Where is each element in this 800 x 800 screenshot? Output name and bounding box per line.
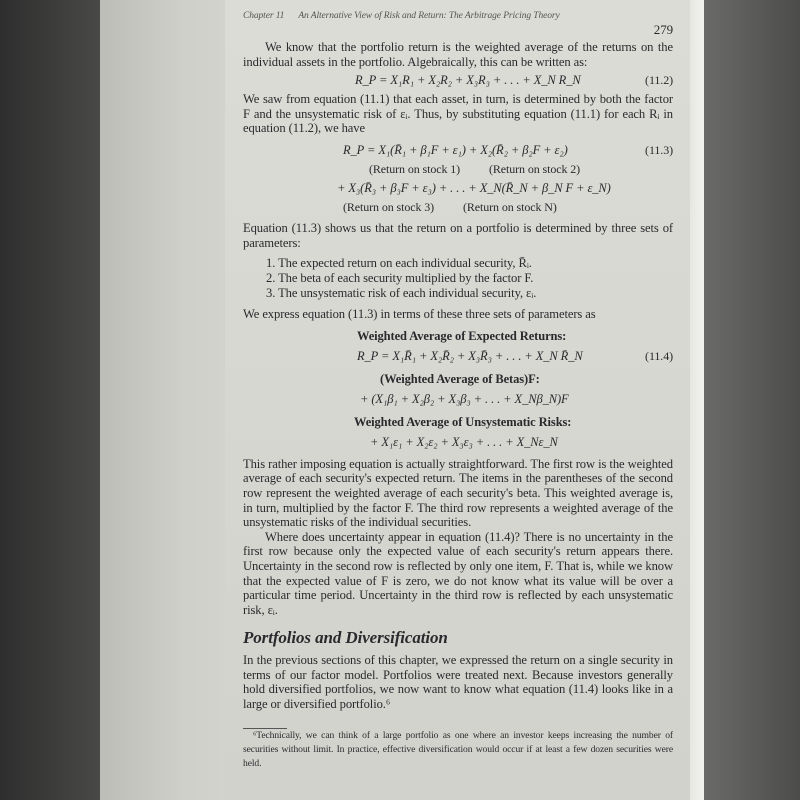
equation-number: (11.4) [645,348,673,363]
page-number: 279 [653,22,673,37]
equation-11-4-row2: + (X₁β₁ + X₂β₂ + X₃β₃ + . . . + X_Nβ_N)F [360,391,569,406]
equation-11-3-line2: + X₃(R̄₃ + β₃F + ε₃) + . . . + X_N(R̄_N + β_N F + ε_N) [337,180,611,195]
list-item: 3. The unsystematic risk of each individual security, εᵢ. [266,286,537,301]
caption: (Return on stock 3) [343,199,435,214]
paragraph: Where does uncertainty appear in equation (11.4)? There is no uncertainty in the first row because only the expected value of each security's return appears there. Uncertainty in the second row is reflected by only one item, F. That is, while we know that the expected value of F is zero, we do not know what its value will be over a particular time period. Uncertainty in the third row is reflected by each unsystematic risk, εᵢ. [243,529,673,617]
paragraph: We express equation (11.3) in terms of these three sets of parameters as [243,307,596,322]
caption: (Return on stock 2) [489,161,581,176]
equation-11-2: R_P = X₁R₁ + X₂R₂ + X₃R₃ + . . . + X_N R_N [355,73,581,88]
chapter-label: Chapter 11 [243,11,285,21]
caption: (Return on stock 1) [369,161,461,176]
equation-11-3-line1: R_P = X₁(R̄₁ + β₁F + ε₁) + X₂(R̄₂ + β₂F + ε₂) [343,142,568,157]
page-edge [690,0,704,800]
chapter-title: An Alternative View of Risk and Return: The Arbitrage Pricing Theory [298,11,560,21]
caption: (Return on stock N) [463,199,557,214]
paragraph: We know that the portfolio return is the weighted average of the returns on the individual assets in the portfolio. Algebraically, this can be written as: [243,40,673,69]
background-left [0,0,105,800]
list-item: 1. The expected return on each individual security, R̄ᵢ. [266,256,532,271]
background-right [704,0,800,800]
equation-11-4-row3-wrap [243,434,673,451]
footnote: ⁶Technically, we can think of a large portfolio as one where an investor keeps increasing the number of securities without limit. In practice, effective diversification would occur if at least a few dozen securities were held. [243,729,673,769]
equation-11-4-row3: + X₁ε₁ + X₂ε₂ + X₃ε₃ + . . . + X_Nε_N [370,434,558,449]
equation-11-3-row1 [243,142,673,159]
equation-11-2-row [243,72,673,89]
equation-11-4-row2-wrap [243,391,673,408]
parameter-list [266,256,673,301]
running-header [243,10,673,22]
paragraph: Equation (11.3) shows us that the return on a portfolio is determined by three sets of parameters: [243,220,673,250]
paragraph: We saw from equation (11.1) that each asset, in turn, is determined by both the factor F and the unsystematic risk of εᵢ. Thus, by substituting equation (11.1) for each Rᵢ in equation (11.2), we have [243,92,673,136]
equation-11-4-row1: R_P = X₁R̄₁ + X₂R̄₂ + X₃R̄₃ + . . . + X_N R̄_N [357,348,583,363]
subheading: (Weighted Average of Betas)F: [380,371,540,386]
caption-row [243,162,673,177]
subheading: Weighted Average of Expected Returns: [357,328,567,343]
equation-11-4-row1-wrap [243,348,673,365]
page-stack [100,0,235,800]
paragraph: This rather imposing equation is actually straightforward. The first row is the weighted average of each security's expected return. The items in the parentheses of the second row represent the weighted average of each security's beta. This weighted average is, in turn, multiplied by the factor F. The third row represents a weighted average of the unsystematic risks of the individual securities. [243,456,673,530]
equation-11-3-row2 [243,180,673,197]
caption-row [243,200,673,215]
paragraph: In the previous sections of this chapter, we expressed the return on a single security in terms of our factor model. Portfolios were treated next. Because investors generally hold diversified portfolios, we now want to know what equation (11.4) looks like in a large or diversified portfolio.⁶ [243,653,673,712]
text-column [243,10,673,771]
section-heading: Portfolios and Diversification [243,628,448,648]
equation-number: (11.3) [645,142,673,157]
subheading: Weighted Average of Unsystematic Risks: [354,414,572,429]
equation-number: (11.2) [645,73,673,88]
list-item: 2. The beta of each security multiplied by the factor F. [266,271,534,286]
